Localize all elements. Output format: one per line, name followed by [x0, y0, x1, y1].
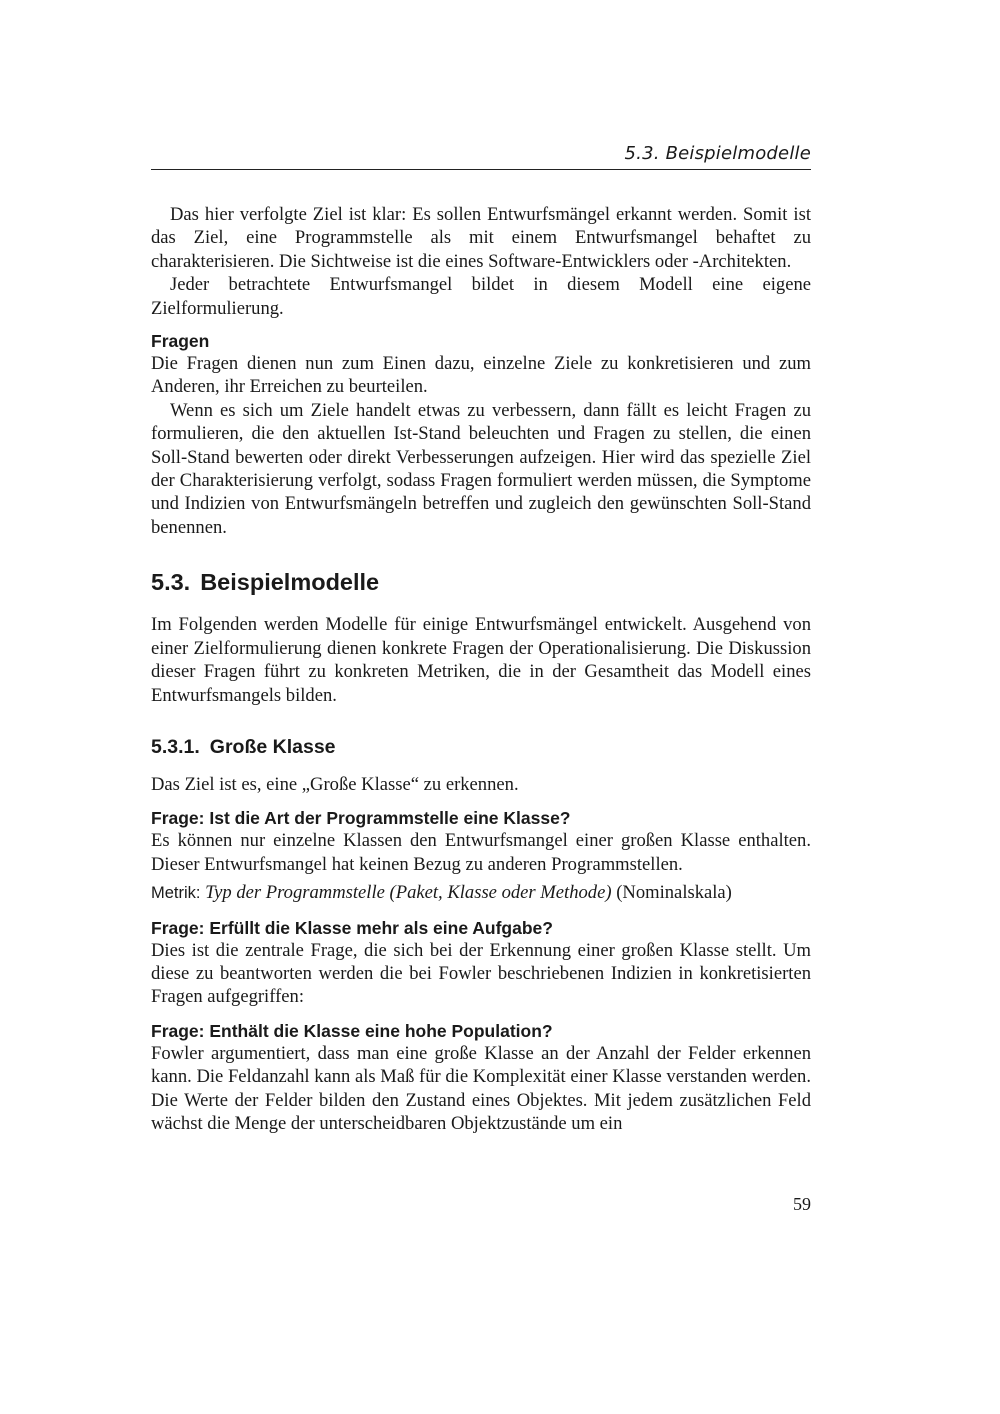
section-title: Beispielmodelle — [200, 569, 380, 596]
section-number: 5.3. — [151, 569, 191, 596]
fragen-heading: Fragen — [151, 331, 210, 352]
metric-label: Metrik: — [151, 884, 201, 903]
section-paragraph: Im Folgenden werden Modelle für einige Entwurfsmängel entwickelt. Ausgehend von einer Zielformulierung dienen konkrete Fragen der Operationalisierung. Die Diskussion dieser Fragen führt zu konkreten Metriken, die in der Gesamtheit das Modell eines Entwurfsmangels bilden. — [151, 614, 811, 706]
frage-2-heading: Frage: Erfüllt die Klasse mehr als eine Aufgabe? — [151, 917, 553, 938]
frage-1-heading: Frage: Ist die Art der Programmstelle eine Klasse? — [151, 808, 571, 829]
subsection-number: 5.3.1. — [151, 735, 200, 758]
frage-2-text: Dies ist die zentrale Frage, die sich bei der Erkennung einer großen Klasse stellt. Um diese zu beantworten werden die bei Fowler beschriebenen Indizien in konkretisierten Fragen aufgegriffen: — [151, 939, 811, 1008]
fragen-paragraph-1: Die Fragen dienen nun zum Einen dazu, einzelne Ziele zu konkretisieren und zum Anderen, ihr Erreichen zu beurteilen. — [151, 353, 811, 398]
fragen-paragraph-2: Wenn es sich um Ziele handelt etwas zu verbessern, dann fällt es leicht Fragen zu formulieren, die den aktuellen Ist-Stand beleuchten und Fragen zu stellen, die einen Soll-Stand bewerten oder direkt Verbesserungen aufzeigen. Hier wird das spezielle Ziel der Charakterisierung verfolgt, sodass Fragen formuliert werden müssen, die Symptome und Indizien von Entwurfsmängeln betreffen und zugleich den gewünschten Soll-Stand benennen. — [151, 399, 811, 538]
intro-paragraph-1: Das hier verfolgte Ziel ist klar: Es sollen Entwurfsmängel erkannt werden. Somit ist das Ziel, eine Programmstelle als mit einem Entwurfsmangel behaftet zu charakterisieren. Die Sichtweise ist die eines Software-Entwicklers oder -Architekten. — [151, 204, 811, 272]
subsection-title: Große Klasse — [209, 735, 336, 758]
running-header: 5.3. Beispielmodelle — [151, 143, 811, 170]
metric-name: Typ der Programmstelle (Paket, Klasse oder Methode) — [205, 882, 612, 904]
frage-1-metric — [151, 881, 811, 905]
page-body — [151, 203, 811, 1135]
subsection-paragraph: Das Ziel ist es, eine „Große Klasse“ zu erkennen. — [151, 773, 519, 795]
frage-3-heading: Frage: Enthält die Klasse eine hohe Population? — [151, 1020, 553, 1041]
metric-scale: (Nominalskala) — [616, 882, 732, 904]
subsection-heading — [151, 735, 811, 759]
page-number: 59 — [793, 1194, 811, 1214]
section-heading — [151, 568, 811, 596]
intro-paragraph-2: Jeder betrachtete Entwurfsmangel bildet in diesem Modell eine eigene Zielformulierung. — [151, 274, 811, 319]
frage-1-text: Es können nur einzelne Klassen den Entwurfsmangel einer großen Klasse enthalten. Dieser Entwurfsmangel hat keinen Bezug zu anderen Programmstellen. — [151, 830, 811, 875]
frage-3-text: Fowler argumentiert, dass man eine große Klasse an der Anzahl der Felder erkennen kann. Die Feldanzahl kann als Maß für die Komplexität einer Klasse verstanden werden. Die Werte der Felder bilden den Zustand eines Objektes. Mit jedem zusätzlichen Feld wächst die Menge der unterscheidbaren Objektzustände um ein — [151, 1042, 811, 1134]
